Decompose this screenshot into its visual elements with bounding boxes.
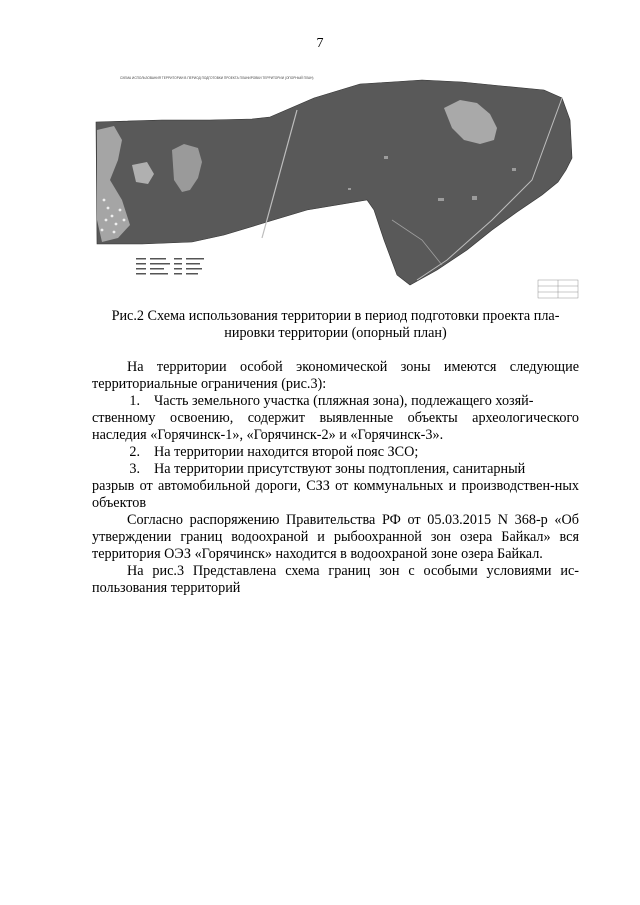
decree-paragraph: Согласно распоряжению Правительства РФ от 05.03.2015 N 368-р «Об утверждении границ водоохраной и рыбоохранной зон озера Байкал» вся территория ОЭЗ «Горячинск» находится в водоохраной зоне озера Байкал. <box>92 512 579 562</box>
list-text: На территории присутствуют зоны подтопления, санитарный <box>154 461 526 477</box>
list-text-continued: разрыв от автомобильной дороги, СЗЗ от коммунальных и производствен-ных объектов <box>92 478 579 511</box>
list-number: 1. <box>129 393 140 409</box>
intro-paragraph: На территории особой экономической зоны имеются следующие территориальные ограничения (рис.3): <box>92 359 579 392</box>
figure3-reference-paragraph: На рис.3 Представлена схема границ зон с особыми условиями ис-пользования территорий <box>92 563 579 596</box>
list-number: 2. <box>129 444 140 460</box>
map-title-block <box>538 280 578 298</box>
figure-caption: Рис.2 Схема использования территории в период подготовки проекта пла-нировки территории (опорный план) <box>111 308 560 341</box>
territory-area <box>96 80 572 285</box>
list-text: На территории находится второй пояс ЗСО; <box>154 444 419 460</box>
list-number: 3. <box>129 461 140 477</box>
territory-map-figure <box>92 70 582 308</box>
page-number: 7 <box>316 36 324 51</box>
map-legend <box>136 258 204 275</box>
territory-map <box>92 70 582 308</box>
body-text <box>92 359 579 597</box>
list-item-3 <box>92 461 579 478</box>
map-header: СХЕМА ИСПОЛЬЗОВАНИЯ ТЕРРИТОРИИ В ПЕРИОД ПОДГОТОВКИ ПРОЕКТА ПЛАНИРОВКИ ТЕРРИТОРИИ (ОПОРНЫЙ ПЛАН) <box>120 76 314 80</box>
list-item-1 <box>92 393 579 410</box>
list-text: Часть земельного участка (пляжная зона), подлежащего хозяй- <box>154 393 534 409</box>
list-text-continued: ственному освоению, содержит выявленные объекты археологического наследия «Горячинск-1», «Горячинск-2» и «Горячинск-3». <box>92 410 579 443</box>
list-item-2 <box>92 444 579 461</box>
